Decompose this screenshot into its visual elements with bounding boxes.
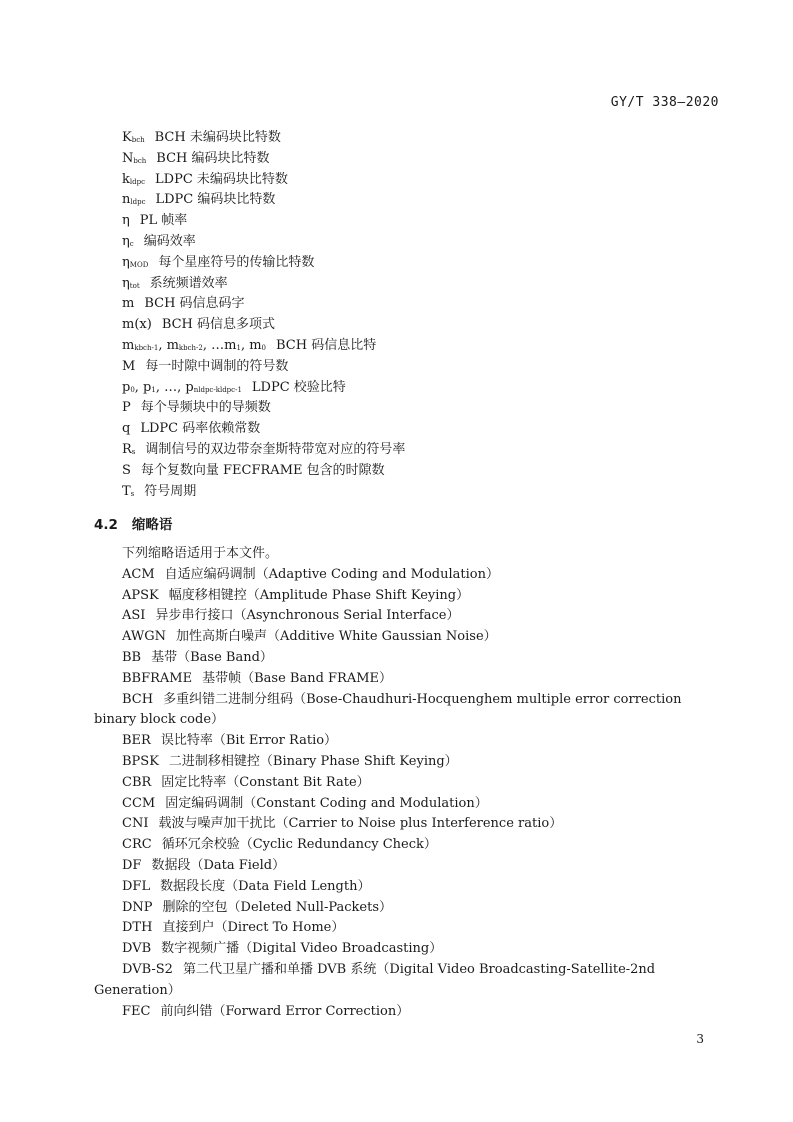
- abbreviation-definition: 幅度移相键控（Amplitude Phase Shift Keying）: [168, 587, 470, 603]
- symbol-base: , m: [240, 337, 262, 353]
- symbol-base: η: [122, 254, 130, 270]
- symbol-description: 每一时隙中调制的符号数: [145, 358, 289, 374]
- abbreviation-definition: 载波与噪声加干扰比（Carrier to Noise plus Interference ratio）: [158, 816, 563, 832]
- abbreviation-definition: 自适应编码调制（Adaptive Coding and Modulation）: [164, 566, 499, 582]
- symbol-subscript: c: [129, 239, 134, 248]
- abbreviation-term: BPSK: [122, 753, 159, 769]
- abbreviation-term: BBFRAME: [122, 670, 193, 686]
- abbreviation-term: CRC: [122, 837, 152, 853]
- symbol-description: LDPC 码率依赖常数: [140, 421, 261, 437]
- abbreviation-term: DNP: [122, 899, 153, 915]
- symbol-base: n: [122, 192, 131, 208]
- symbol-row: [122, 336, 405, 357]
- abbreviation-row: [94, 690, 724, 732]
- symbol-subscript: bch: [131, 136, 145, 144]
- abbreviation-term: DVB: [122, 941, 152, 957]
- symbol-subscript: ldpc: [129, 177, 146, 186]
- abbreviation-definition: 直接到户（Direct To Home）: [162, 920, 345, 936]
- symbol-base: k: [122, 171, 130, 187]
- symbol-description: 编码效率: [143, 233, 196, 249]
- symbol-description: BCH 码信息比特: [276, 337, 377, 353]
- abbreviation-row: [94, 794, 724, 815]
- symbol-description: 每个复数向量 FECFRAME 包含的时隙数: [140, 462, 385, 478]
- symbol-subscript: kbch-1: [134, 343, 159, 352]
- abbreviation-row: [94, 606, 724, 627]
- symbol-notation: [122, 315, 152, 336]
- symbol-base: K: [122, 130, 132, 145]
- symbol-base: , m: [158, 337, 179, 353]
- abbreviation-row: [94, 731, 724, 752]
- section-heading: [94, 513, 172, 533]
- symbol-row: [122, 149, 405, 170]
- symbol-row: [122, 128, 405, 149]
- symbol-notation: [122, 357, 135, 378]
- abbreviation-row: [94, 856, 724, 877]
- abbreviation-definition: 数字视频广播（Digital Video Broadcasting）: [161, 941, 443, 957]
- abbreviation-definition: 加性高斯白噪声（Additive White Gaussian Noise）: [175, 629, 497, 645]
- abbreviation-definition: 基带帧（Base Band FRAME）: [202, 670, 393, 686]
- abbreviation-row: [94, 669, 724, 690]
- symbol-notation: [122, 482, 134, 505]
- abbreviation-row: [94, 586, 724, 607]
- abbreviation-definition: 多重纠错二进制分组码（Bose-Chaudhuri-Hocquenghem multiple error correction binary block code）: [94, 691, 682, 728]
- abbreviation-row: [94, 773, 724, 794]
- symbol-notation: [122, 190, 146, 213]
- abbreviation-term: AWGN: [122, 629, 166, 645]
- symbol-row: [122, 357, 405, 378]
- abbreviation-row: [94, 835, 724, 856]
- symbol-description: 调制信号的双边带奈奎斯特带宽对应的符号率: [145, 441, 406, 457]
- symbol-row: [122, 274, 405, 295]
- symbol-subscript: s: [131, 447, 136, 456]
- symbol-row: [122, 232, 405, 253]
- symbol-base: N: [122, 150, 134, 166]
- symbol-base: η: [122, 233, 130, 249]
- symbol-row: [122, 190, 405, 211]
- symbol-description: 系统频谱效率: [149, 275, 228, 291]
- symbol-base: T: [122, 483, 131, 499]
- abbreviation-row: [94, 814, 724, 835]
- symbol-base: m: [122, 296, 135, 312]
- symbol-subscript: bch: [133, 156, 147, 165]
- abbreviation-definition: 删除的空包（Deleted Null-Packets）: [162, 899, 393, 915]
- abbreviation-definition: 第二代卫星广播和单播 DVB 系统（Digital Video Broadcasting-Satellite-2nd Generation）: [94, 961, 656, 998]
- symbol-list: [122, 128, 405, 502]
- abbreviation-definition: 数据段（Data Field）: [151, 857, 286, 873]
- symbol-subscript: tot: [129, 281, 140, 290]
- abbreviation-term: BCH: [122, 691, 154, 707]
- symbol-subscript: ldpc: [130, 198, 146, 207]
- abbreviation-definition: 前向纠错（Forward Error Correction）: [160, 1003, 410, 1019]
- symbol-row: [122, 294, 405, 315]
- abbreviation-row: [94, 752, 724, 773]
- symbol-subscript: s: [130, 489, 135, 498]
- page-number: 3: [696, 1032, 704, 1046]
- abbreviation-definition: 数据段长度（Data Field Length）: [160, 878, 371, 894]
- symbol-notation: [122, 274, 140, 297]
- symbol-row: [122, 440, 405, 461]
- abbreviation-term: CCM: [122, 795, 156, 811]
- symbol-description: BCH 码信息多项式: [161, 317, 276, 333]
- abbreviation-row: [94, 877, 724, 898]
- symbol-base: P: [122, 400, 131, 416]
- symbol-subscript: nldpc-kldpc-1: [193, 385, 242, 394]
- symbol-description: BCH 码信息码字: [144, 296, 245, 312]
- symbol-row: [122, 398, 405, 419]
- abbreviation-definition: 误比特率（Bit Error Ratio）: [160, 733, 338, 749]
- symbol-notation: [122, 336, 266, 359]
- abbreviation-row: [94, 648, 724, 669]
- abbreviation-term: BB: [122, 649, 142, 665]
- abbreviation-row: [94, 1002, 724, 1023]
- symbol-notation: [122, 378, 242, 401]
- symbol-base: , …, p: [155, 379, 194, 395]
- symbol-row: [122, 211, 405, 232]
- abbreviation-definition: 固定编码调制（Constant Coding and Modulation）: [165, 795, 488, 811]
- symbol-subscript: 0: [130, 385, 135, 394]
- symbol-base: S: [122, 462, 131, 478]
- section-number: 4.2: [94, 517, 118, 533]
- symbol-base: m(x): [122, 317, 152, 333]
- symbol-notation: [122, 170, 145, 193]
- symbol-base: q: [122, 421, 131, 437]
- symbol-base: m: [122, 337, 135, 353]
- symbol-base: , p: [134, 379, 152, 395]
- abbreviation-term: CNI: [122, 816, 149, 832]
- symbol-row: [122, 378, 405, 399]
- symbol-subscript: 0: [261, 343, 267, 352]
- symbol-base: R: [122, 441, 132, 457]
- symbol-notation: [122, 440, 135, 463]
- abbreviation-intro: 下列缩略语适用于本文件。: [122, 546, 279, 561]
- abbreviation-list: [94, 544, 724, 1022]
- abbreviation-row: [94, 565, 724, 586]
- abbreviation-row: [94, 918, 724, 939]
- symbol-description: PL 帧率: [139, 213, 188, 229]
- abbreviation-term: DTH: [122, 920, 153, 936]
- symbol-description: LDPC 未编码块比特数: [155, 171, 288, 187]
- abbreviation-definition: 二进制移相键控（Binary Phase Shift Keying）: [168, 753, 458, 769]
- abbreviation-definition: 固定比特率（Constant Bit Rate）: [161, 774, 370, 790]
- abbreviation-term: BER: [122, 733, 151, 749]
- symbol-description: LDPC 校验比特: [251, 379, 346, 395]
- abbreviation-row: [94, 898, 724, 919]
- abbreviation-definition: 基带（Base Band）: [151, 649, 273, 665]
- symbol-base: η: [122, 213, 130, 229]
- abbreviation-term: DFL: [122, 878, 151, 894]
- abbreviation-definition: 异步串行接口（Asynchronous Serial Interface）: [155, 608, 460, 624]
- symbol-notation: [122, 419, 130, 440]
- symbol-row: [122, 461, 405, 482]
- symbol-row: [122, 170, 405, 191]
- symbol-description: BCH 编码块比特数: [156, 150, 270, 166]
- symbol-description: 每个导频块中的导频数: [140, 400, 271, 416]
- symbol-subscript: 1: [151, 385, 156, 394]
- abbreviation-term: FEC: [122, 1003, 151, 1019]
- abbreviation-definition: 循环冗余校验（Cyclic Redundancy Check）: [161, 837, 437, 853]
- symbol-base: M: [122, 358, 136, 374]
- symbol-notation: [122, 128, 145, 151]
- abbreviation-row: [94, 627, 724, 648]
- symbol-base: p: [122, 379, 131, 395]
- symbol-notation: [122, 149, 146, 172]
- abbreviation-term: ACM: [122, 566, 155, 582]
- symbol-notation: [122, 294, 134, 315]
- symbol-subscript: MOD: [129, 260, 149, 269]
- symbol-notation: [122, 398, 131, 419]
- symbol-notation: [122, 461, 131, 482]
- symbol-notation: [122, 211, 130, 232]
- symbol-description: LDPC 编码块比特数: [155, 192, 276, 208]
- symbol-subscript: 1: [236, 343, 241, 352]
- abbreviation-term: DVB-S2: [122, 961, 173, 977]
- symbol-row: [122, 419, 405, 440]
- symbol-base: η: [122, 275, 130, 291]
- abbreviation-term: ASI: [122, 608, 146, 624]
- abbreviation-term: DF: [122, 857, 142, 873]
- symbol-row: [122, 315, 405, 336]
- symbol-notation: [122, 232, 134, 255]
- symbol-notation: [122, 253, 148, 276]
- symbol-description: 每个星座符号的传输比特数: [158, 254, 315, 270]
- symbol-description: BCH 未编码块比特数: [154, 130, 281, 145]
- section-title: 缩略语: [131, 517, 173, 533]
- abbreviation-term: CBR: [122, 774, 152, 790]
- abbreviation-row: [94, 939, 724, 960]
- symbol-base: , …m: [202, 337, 237, 353]
- symbol-row: [122, 253, 405, 274]
- symbol-row: [122, 482, 405, 503]
- abbreviation-row: [94, 960, 724, 1002]
- document-code: GY/T 338—2020: [610, 95, 719, 110]
- symbol-description: 符号周期: [144, 483, 197, 499]
- abbreviation-term: APSK: [122, 587, 159, 603]
- symbol-subscript: kbch-2: [178, 343, 203, 352]
